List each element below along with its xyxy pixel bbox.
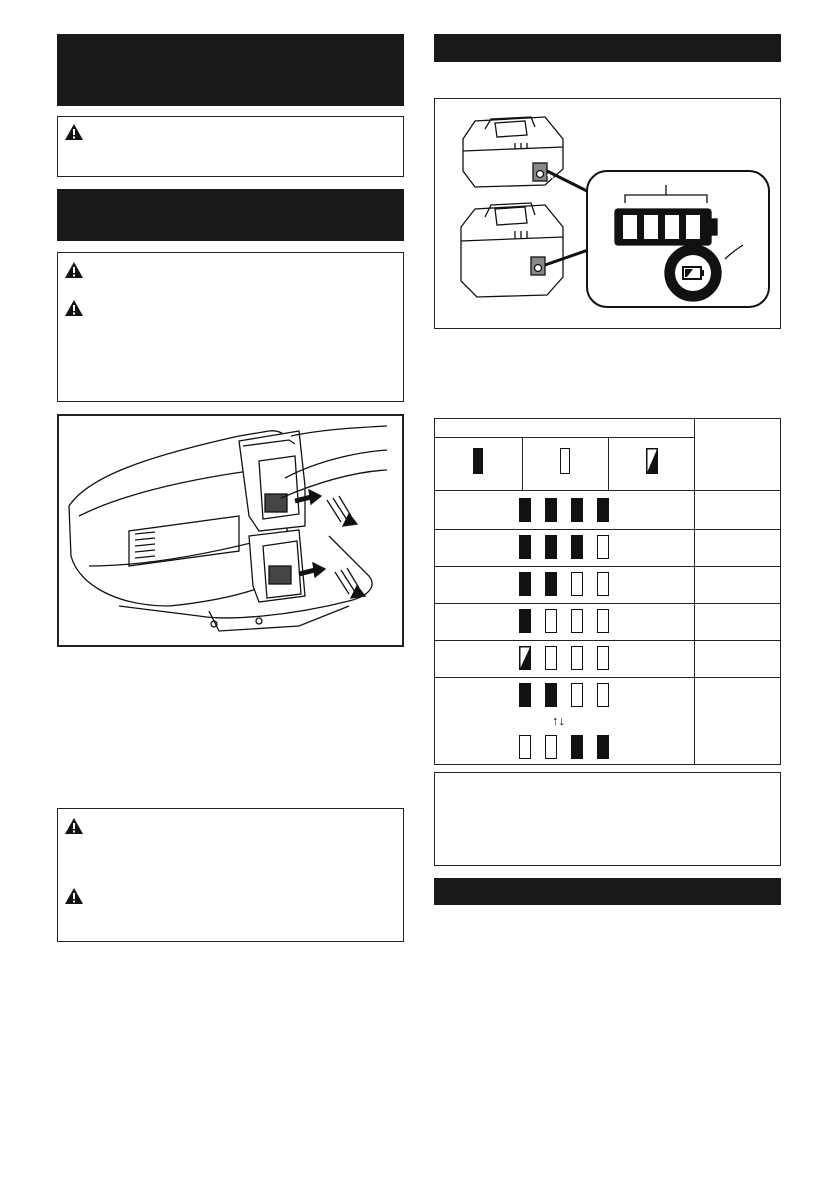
indicator-lamp-lit	[571, 735, 583, 759]
indicator-lamp-lit	[571, 535, 583, 559]
indicator-lamp-off	[571, 646, 583, 670]
caution-box-3	[57, 808, 404, 942]
indicator-lamp-lit	[545, 535, 557, 559]
lit-indicator-icon	[473, 448, 483, 474]
indicator-lamp-off	[519, 735, 531, 759]
warning-triangle-icon	[64, 817, 84, 835]
section-banner-3	[434, 34, 781, 62]
indicator-lamp-lit	[519, 683, 531, 707]
indicator-lamp-off	[597, 535, 609, 559]
indicator-lamp-off	[545, 646, 557, 670]
battery-indicator-illustration	[434, 98, 781, 329]
indicator-lamp-lit	[545, 498, 557, 522]
caution-box-2	[57, 252, 404, 402]
warning-triangle-icon	[64, 299, 84, 317]
note-box	[434, 772, 781, 866]
indicator-lamp-blinking	[519, 646, 531, 670]
indicator-lamp-off	[597, 683, 609, 707]
indicator-lamp-lit	[571, 498, 583, 522]
indicator-lamp-lit	[519, 572, 531, 596]
off-indicator-icon	[560, 448, 570, 474]
indicator-lamp-lit	[545, 683, 557, 707]
battery-packs-drawing	[435, 99, 780, 328]
alternating-arrows: ↑↓	[552, 713, 565, 728]
warning-triangle-icon	[64, 123, 84, 141]
battery-install-illustration	[57, 414, 404, 647]
warning-triangle-icon	[64, 887, 84, 905]
indicator-lamp-lit	[519, 535, 531, 559]
section-banner-2	[57, 189, 404, 241]
indicator-lamp-lit	[519, 609, 531, 633]
indicator-lamp-off	[597, 646, 609, 670]
indicator-status-table	[434, 418, 781, 765]
indicator-lamp-lit	[519, 498, 531, 522]
tool-with-batteries-drawing	[59, 416, 402, 645]
blinking-indicator-icon	[646, 448, 658, 474]
section-banner-4	[434, 878, 781, 905]
indicator-lamp-off	[545, 735, 557, 759]
indicator-lamp-off	[545, 609, 557, 633]
indicator-lamp-lit	[597, 498, 609, 522]
section-banner-1	[57, 34, 404, 106]
indicator-lamp-off	[571, 683, 583, 707]
indicator-lamp-off	[597, 609, 609, 633]
indicator-lamp-off	[597, 572, 609, 596]
indicator-lamp-off	[571, 609, 583, 633]
indicator-lamp-lit	[545, 572, 557, 596]
warning-triangle-icon	[64, 261, 84, 279]
caution-box-1	[57, 116, 404, 177]
indicator-lamp-off	[571, 572, 583, 596]
indicator-lamp-lit	[597, 735, 609, 759]
